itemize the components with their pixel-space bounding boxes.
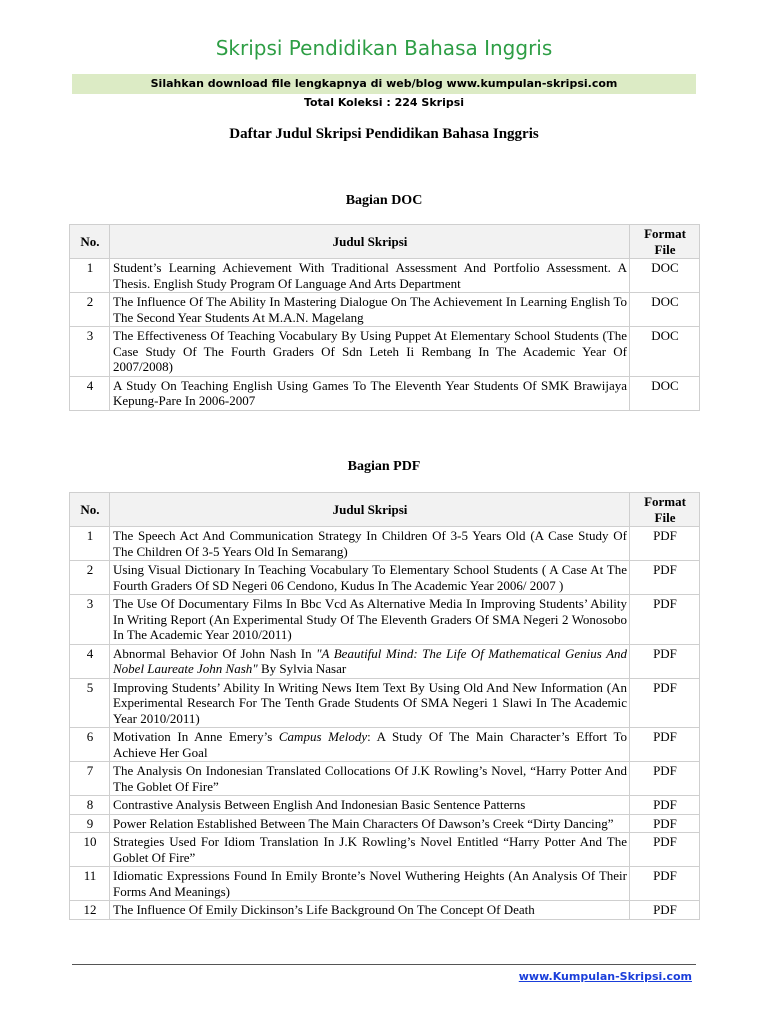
table-row <box>70 867 700 901</box>
row-number: 1 <box>70 527 110 561</box>
table-row <box>70 259 700 293</box>
column-header-title: Judul Skripsi <box>110 493 630 527</box>
row-number: 4 <box>70 376 110 410</box>
format-label-line1: Format <box>644 226 686 241</box>
table-row <box>70 901 700 920</box>
row-format: PDF <box>630 833 700 867</box>
download-banner: Silahkan download file lengkapnya di web/blog www.kumpulan-skripsi.com <box>72 74 696 94</box>
row-title: The Speech Act And Communication Strategy In Children Of 3-5 Years Old (A Case Study Of The Children Of 3-5 Years Old In Semarang) <box>110 527 630 561</box>
row-title: Strategies Used For Idiom Translation In J.K Rowling’s Novel Entitled “Harry Potter And The Goblet Of Fire” <box>110 833 630 867</box>
table-row <box>70 327 700 377</box>
row-title: Contrastive Analysis Between English And Indonesian Basic Sentence Patterns <box>110 796 630 815</box>
row-number: 3 <box>70 327 110 377</box>
doc-section-heading: Bagian DOC <box>345 193 423 208</box>
row-number: 7 <box>70 762 110 796</box>
row-format: PDF <box>630 796 700 815</box>
row-number: 10 <box>70 833 110 867</box>
row-format: PDF <box>630 728 700 762</box>
pdf-rows <box>70 527 700 920</box>
row-format: PDF <box>630 814 700 833</box>
book-title-italic: "A Beautiful Mind: The Life Of Mathematical Genius And Nobel Laureate John Nash" <box>113 645 628 676</box>
row-format: PDF <box>630 644 700 678</box>
row-number: 12 <box>70 901 110 920</box>
row-title: The Effectiveness Of Teaching Vocabulary By Using Puppet At Elementary School Students (The Case Study Of The Fourth Graders Of Sdn Leteh Ii Rembang In The Academic Year Of 2007/2008) <box>110 327 630 377</box>
table-row <box>70 376 700 410</box>
row-format: DOC <box>630 376 700 410</box>
table-row <box>70 527 700 561</box>
book-title-italic: Campus Melody <box>278 729 368 744</box>
footer-divider <box>72 964 696 965</box>
row-format: PDF <box>630 901 700 920</box>
row-title: The Analysis On Indonesian Translated Collocations Of J.K Rowling’s Novel, “Harry Potter And The Goblet Of Fire” <box>110 762 630 796</box>
document-heading: Daftar Judul Skripsi Pendidikan Bahasa Inggris <box>229 126 539 142</box>
footer-website-link[interactable]: www.Kumpulan-Skripsi.com <box>518 970 692 983</box>
table-header-row <box>70 225 700 259</box>
row-format: PDF <box>630 527 700 561</box>
doc-rows <box>70 259 700 411</box>
row-number: 4 <box>70 644 110 678</box>
table-header-row <box>70 493 700 527</box>
row-title: The Use Of Documentary Films In Bbc Vcd As Alternative Media In Improving Students’ Ability In Writing Report (An Experimental Study Of The Eleventh Graders Of SMA Negeri 2 Wonosobo In The Academic Year 2010/2011) <box>110 595 630 645</box>
column-header-format <box>630 225 700 259</box>
title-text: By Sylvia Nasar <box>257 661 347 676</box>
table-row <box>70 678 700 728</box>
row-number: 5 <box>70 678 110 728</box>
table-row <box>70 644 700 678</box>
table-row <box>70 561 700 595</box>
pdf-section-heading: Bagian PDF <box>347 459 421 474</box>
table-row <box>70 796 700 815</box>
row-number: 6 <box>70 728 110 762</box>
row-number: 8 <box>70 796 110 815</box>
table-row <box>70 728 700 762</box>
row-title <box>110 728 630 762</box>
site-title: Skripsi Pendidikan Bahasa Inggris <box>215 36 553 60</box>
row-format: PDF <box>630 561 700 595</box>
row-format: PDF <box>630 762 700 796</box>
row-number: 2 <box>70 561 110 595</box>
pdf-table <box>69 492 700 920</box>
column-header-format <box>630 493 700 527</box>
column-header-title: Judul Skripsi <box>110 225 630 259</box>
column-header-no: No. <box>70 225 110 259</box>
row-number: 9 <box>70 814 110 833</box>
table-row <box>70 833 700 867</box>
row-title: Power Relation Established Between The Main Characters Of Dawson’s Creek “Dirty Dancing” <box>110 814 630 833</box>
row-format: PDF <box>630 595 700 645</box>
title-text: : A Study Of The Main Character’s Effort To Achieve Her Goal <box>113 729 627 760</box>
table-row <box>70 762 700 796</box>
total-collection: Total Koleksi : 224 Skripsi <box>303 96 465 109</box>
title-text: Motivation In Anne Emery’s <box>113 729 279 744</box>
row-number: 1 <box>70 259 110 293</box>
table-row <box>70 814 700 833</box>
row-format: PDF <box>630 867 700 901</box>
row-format: DOC <box>630 293 700 327</box>
title-text: Abnormal Behavior Of John Nash In <box>113 645 317 661</box>
format-label-line2: File <box>654 241 676 257</box>
row-title: Improving Students’ Ability In Writing News Item Text By Using Old And New Information (An Experimental Research For The Tenth Grade Students Of SMA Negeri 1 Slawi In The Academic Year 2010/2011) <box>110 678 630 728</box>
table-row <box>70 293 700 327</box>
row-title <box>110 644 630 678</box>
row-title: The Influence Of The Ability In Mastering Dialogue On The Achievement In Learning English To The Second Year Students At M.A.N. Magelang <box>110 293 630 327</box>
row-number: 2 <box>70 293 110 327</box>
row-number: 11 <box>70 867 110 901</box>
row-title: Using Visual Dictionary In Teaching Vocabulary To Elementary School Students ( A Case At The Fourth Graders Of SD Negeri 06 Cendono, Kudus In The Academic Year 2006/ 2007 ) <box>110 561 630 595</box>
format-label-line1: Format <box>644 494 686 509</box>
row-title: The Influence Of Emily Dickinson’s Life Background On The Concept Of Death <box>110 901 630 920</box>
table-row <box>70 595 700 645</box>
row-format: PDF <box>630 678 700 728</box>
format-label-line2: File <box>654 509 676 525</box>
row-format: DOC <box>630 259 700 293</box>
row-title: A Study On Teaching English Using Games To The Eleventh Year Students Of SMK Brawijaya Kepung-Pare In 2006-2007 <box>110 376 630 410</box>
row-format: DOC <box>630 327 700 377</box>
column-header-no: No. <box>70 493 110 527</box>
row-title: Student’s Learning Achievement With Traditional Assessment And Portfolio Assessment. A Thesis. English Study Program Of Language And Arts Department <box>110 259 630 293</box>
doc-table <box>69 224 700 411</box>
row-number: 3 <box>70 595 110 645</box>
row-title: Idiomatic Expressions Found In Emily Bronte’s Novel Wuthering Heights (An Analysis Of Their Forms And Meanings) <box>110 867 630 901</box>
